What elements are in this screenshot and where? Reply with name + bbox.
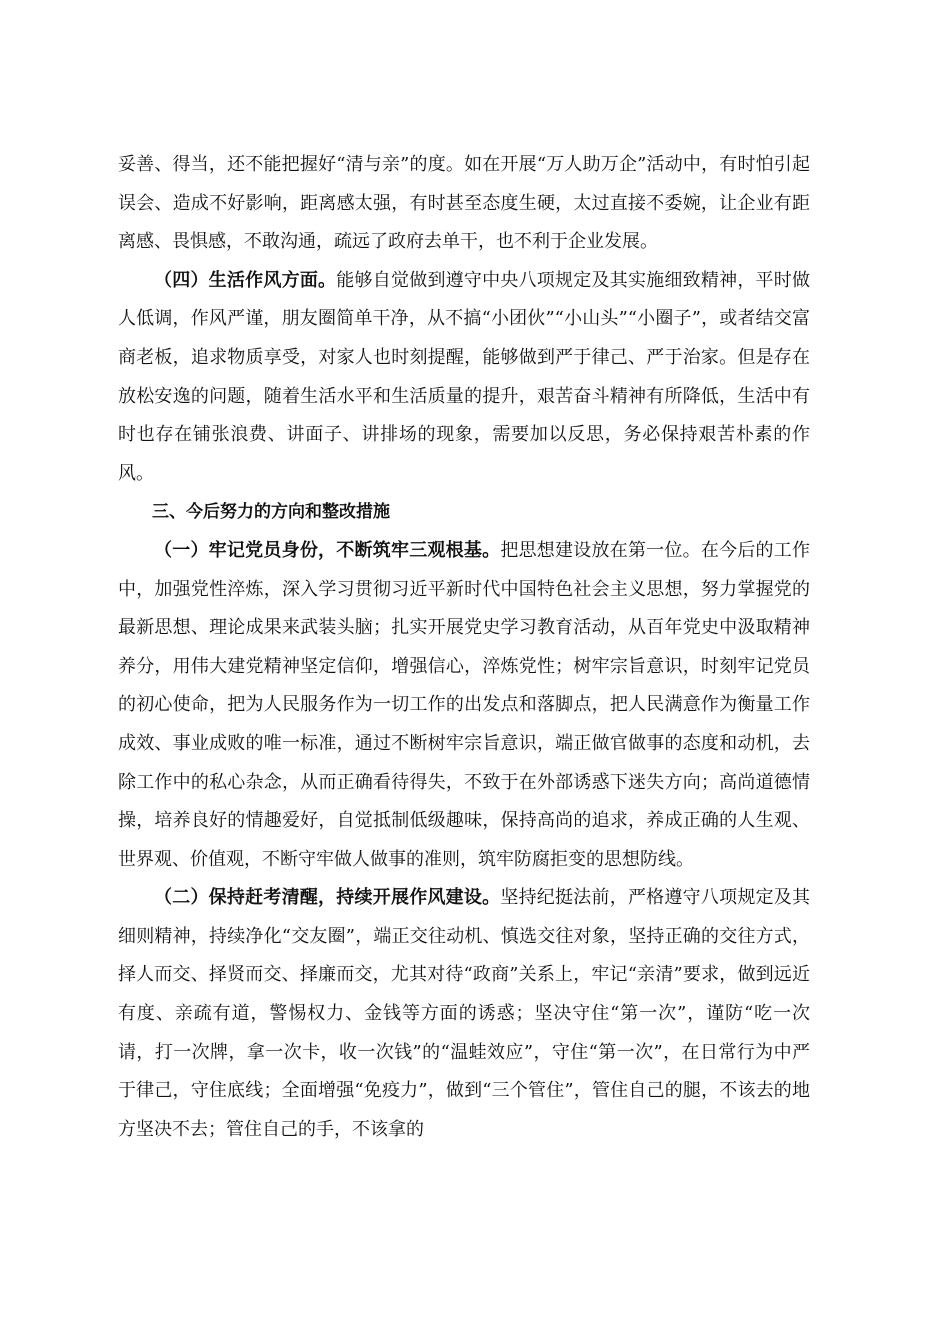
paragraph-lead: （四）生活作风方面。 bbox=[154, 269, 337, 291]
section-heading: 三、今后努力的方向和整改措施 bbox=[152, 502, 390, 523]
paragraph-text: 坚持纪挺法前，严格遵守八项规定及其细则精神，持续净化“交友圈”，端正交往动机、慎选交往对象，坚持正确的交往方式，择人而交、择贤而交、择廉而交，尤其对待“政商”关系上，牢记“亲清”要求，做到远近有度、亲疏有道，警惕权力、金钱等方面的诱惑；坚决守住“第一次”，谨防“吃一次请，打一次牌，拿一次卡，收一次钱”的“温蛙效应”，守住“第一次”，在日常行为中严于律己，守住底线；全面增强“免疫力”，做到“三个管住”，管住自己的腿，不该去的地方坚决不去；管住自己的手，不该拿的 bbox=[118, 887, 810, 1140]
paragraph-lifestyle bbox=[118, 262, 810, 494]
paragraph-continuation bbox=[118, 146, 810, 262]
paragraph-lead: （二）保持赶考清醒，持续开展作风建设。 bbox=[154, 887, 501, 909]
paragraph-text: 能够自觉做到遵守中央八项规定及其实施细致精神，平时做人低调，作风严谨，朋友圈简单干净，从不搞“小团伙”“小山头”“小圈子”，或者结交富商老板，追求物质享受，对家人也时刻提醒，能够做到严于律己、严于治家。但是存在放松安逸的问题，随着生活水平和生活质量的提升，艰苦奋斗精神有所降低，生活中有时也存在铺张浪费、讲面子、讲排场的现象，需要加以反思，务必保持艰苦朴素的作风。 bbox=[118, 269, 811, 484]
paragraph-text: 妥善、得当，还不能把握好“清与亲”的度。如在开展“万人助万企”活动中，有时怕引起误会、造成不好影响，距离感太强，有时甚至态度生硬，太过直接不委婉，让企业有距离感、畏惧感，不敢沟通，疏远了政府去单干，也不利于企业发展。 bbox=[118, 154, 810, 253]
document-page bbox=[118, 146, 810, 1149]
paragraph-lead: （一）牢记党员身份，不断筑牢三观根基。 bbox=[154, 539, 501, 561]
paragraph-text: 把思想建设放在第一位。在今后的工作中，加强党性淬炼，深入学习贯彻习近平新时代中国特色社会主义思想，努力掌握党的最新思想、理论成果来武装头脑；扎实开展党史学习教育活动，从百年党史中汲取精神养分，用伟大建党精神坚定信仰，增强信心，淬炼党性；树牢宗旨意识，时刻牢记党员的初心使命，把为人民服务作为一切工作的出发点和落脚点，把人民满意作为衡量工作成效、事业成败的唯一标准，通过不断树牢宗旨意识，端正做官做事的态度和动机，去除工作中的私心杂念，从而正确看待得失，不致于在外部诱惑下迷失方向；高尚道德情操，培养良好的情趣爱好，自觉抵制低级趣味，保持高尚的追求，养成正确的人生观、世界观、价值观，不断守牢做人做事的准则，筑牢防腐拒变的思想防线。 bbox=[118, 539, 810, 870]
paragraph-work-style bbox=[118, 879, 810, 1149]
paragraph-party-identity bbox=[118, 532, 810, 879]
